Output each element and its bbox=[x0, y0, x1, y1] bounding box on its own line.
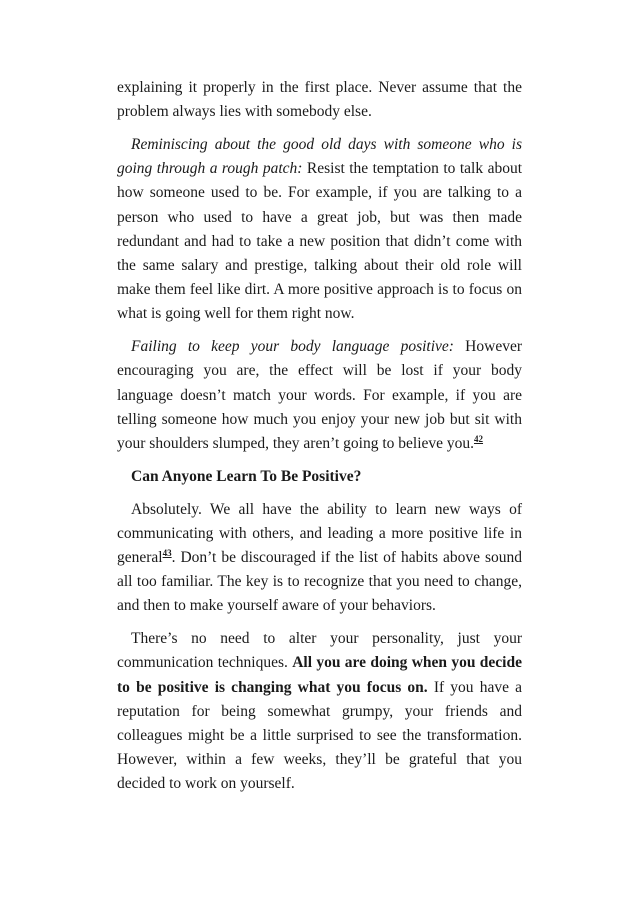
paragraph-text: . Don’t be discouraged if the list of habits above sound all too familiar. The key is to recognize that you need to change, and then to make yourself aware of your behaviors. bbox=[117, 549, 522, 615]
paragraph-body-language bbox=[117, 335, 522, 456]
paragraph-text: Absolutely. We all have the ability to learn new ways of communicating with others, and leading a more positive life in general bbox=[117, 500, 522, 567]
footnote-link-43[interactable]: 43 bbox=[162, 547, 172, 558]
paragraph-bold-emphasis: All you are doing when you decide to be positive is changing what you focus on. bbox=[117, 654, 522, 696]
document-page bbox=[117, 76, 522, 805]
paragraph-text: However encouraging you are, the effect will be lost if your body language doesn’t match your words. For example, if you are telling someone how much you enjoy your new job but sit with your shoulders slumped, they aren’t going to believe you. bbox=[117, 338, 522, 453]
footnote-link-42[interactable]: 42 bbox=[474, 433, 484, 444]
paragraph-personality bbox=[117, 627, 522, 796]
paragraph-reminiscing bbox=[117, 133, 522, 327]
paragraph-absolutely bbox=[117, 498, 522, 619]
paragraph-text: explaining it properly in the first place. Never assume that the problem always lies with somebody else. bbox=[117, 79, 522, 121]
paragraph-lead-italic: Failing to keep your body language positive: bbox=[131, 338, 454, 356]
paragraph-text: There’s no need to alter your personality, just your communication techniques. bbox=[117, 630, 522, 672]
section-heading: Can Anyone Learn To Be Positive? bbox=[131, 467, 362, 485]
paragraph-continuation bbox=[117, 76, 522, 124]
paragraph-text: If you have a reputation for being somewhat grumpy, your friends and colleagues might be a little surprised to see the transformation. However, within a few weeks, they’ll be grateful that you decided to work on yourself. bbox=[117, 678, 522, 793]
paragraph-lead-italic: Reminiscing about the good old days with someone who is going through a rough patch: bbox=[117, 136, 522, 178]
paragraph-text: Resist the temptation to talk about how someone used to be. For example, if you are talking to a person who used to have a great job, but was then made redundant and had to take a new position that didn’t come with the same salary and prestige, talking about their old role will make them feel like dirt. A more positive approach is to focus on what is going well for them right now. bbox=[117, 160, 523, 323]
